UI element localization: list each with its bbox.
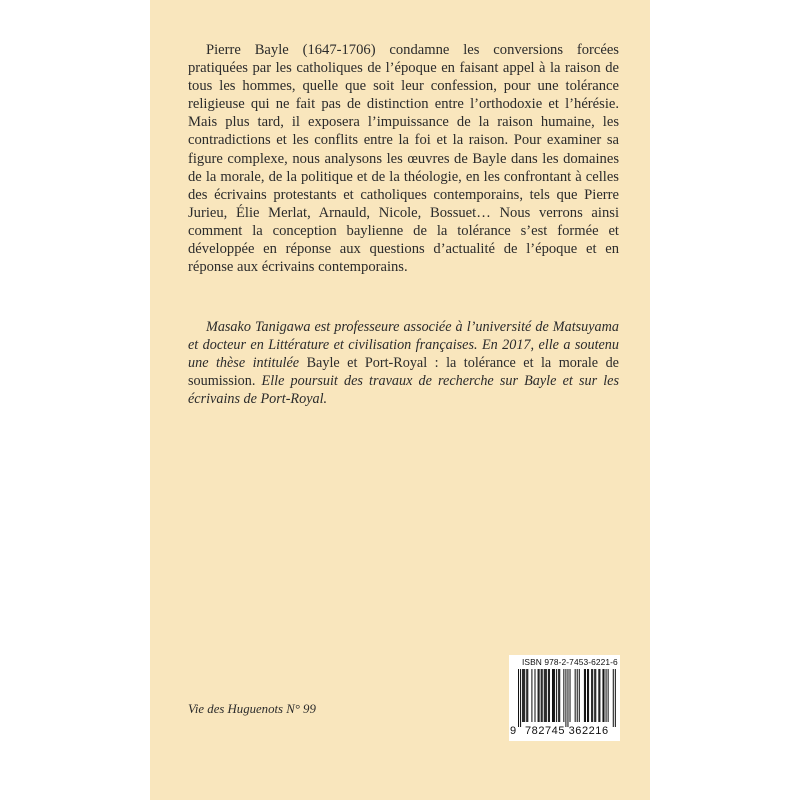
barcode-bar [544,669,545,722]
barcode-bar [592,669,593,722]
barcode-bar [558,669,559,722]
barcode-bar [556,669,557,722]
barcode-bar [577,669,578,722]
barcode-bar [539,669,540,722]
barcode-bar [579,669,580,722]
barcode-guard-bar [613,669,614,727]
barcode-bar [584,669,585,722]
isbn-label: ISBN 978-2-7453-6221-6 [522,657,618,667]
barcode-bar [546,669,547,722]
barcode-guard-bar [567,669,568,727]
barcode-guard-bar [518,669,519,727]
ean-remaining-digits: 782745 362216 [525,725,609,737]
barcode-bar [575,669,576,722]
barcode-bar [545,669,546,722]
barcode-bar [554,669,555,722]
barcode-bar [594,669,595,722]
barcode-bar [591,669,592,722]
barcode-bar [524,669,525,722]
barcode-bar [552,669,553,722]
barcode-bar [523,669,524,722]
isbn-barcode [509,655,620,741]
barcode-bar [563,669,564,722]
ean-first-digit: 9 [510,725,517,737]
barcode-bar [553,669,554,722]
barcode-bars [509,669,620,727]
summary-paragraph: Pierre Bayle (1647-1706) condamne les conversions forcées pratiquées par les catholiques de l’époque en faisant appel à la raison de tous les hommes, quelle que soit leur confession, pour une tolérance religieuse qui ne fait pas de distinction entre l’orthodoxie et l’hérésie. Mais plus tard, il exposera l’impuissance de la raison humaine, les contradictions et les conflits entre la foi et la raison. Pour examiner sa figure complexe, nous analysons les œuvres de Bayle dans les domaines de la morale, de la politique et de la théologie, en les confrontant à celles des écrivains protestants et catholiques contemporains, tels que Pierre Jurieu, Élie Merlat, Arnauld, Nicole, Bossuet… Nous verrons ainsi comment la conception baylienne de la tolérance s’est formée et développée en réponse aux questions d’actualité de l’époque et en réponse aux écrivains contemporains. [188,42,619,276]
barcode-bar [603,669,604,722]
barcode-bar [526,669,527,722]
barcode-bar [598,669,599,722]
author-bio [188,318,619,408]
barcode-bar [585,669,586,722]
barcode-bar [538,669,539,722]
barcode-bar [587,669,588,722]
barcode-bar [559,669,560,722]
barcode-bar [606,669,607,722]
barcode-guard-bar [520,669,521,727]
thesis-title: Bayle et Port-Royal : la tolérance et la morale de soumission. [188,355,619,390]
barcode-bar [595,669,596,722]
barcode-bar [602,669,603,722]
barcode-bar [588,669,589,722]
series-label: Vie des Huguenots N° 99 [188,702,316,716]
barcode-bar [541,669,542,722]
barcode-bar [522,669,523,722]
barcode-bar [549,669,550,722]
barcode-bar [531,669,532,722]
author-bio-part1: Masako Tanigawa est professeure associée à l’université de Matsuyama et docteur en Littérature et civilisation françaises. En 2017, elle a soutenu une thèse intitulée [188,319,619,372]
barcode-bar [527,669,528,722]
barcode-bar [599,669,600,722]
barcode-bar [542,669,543,722]
author-bio-part2: Elle poursuit des travaux de recherche sur Bayle et sur les écrivains de Port-Royal. [188,373,619,408]
barcode-bar [608,669,609,722]
barcode-bar [534,669,535,722]
barcode-guard-bar [615,669,616,727]
barcode-bar [548,669,549,722]
barcode-guard-bar [565,669,566,727]
barcode-bar [570,669,571,722]
